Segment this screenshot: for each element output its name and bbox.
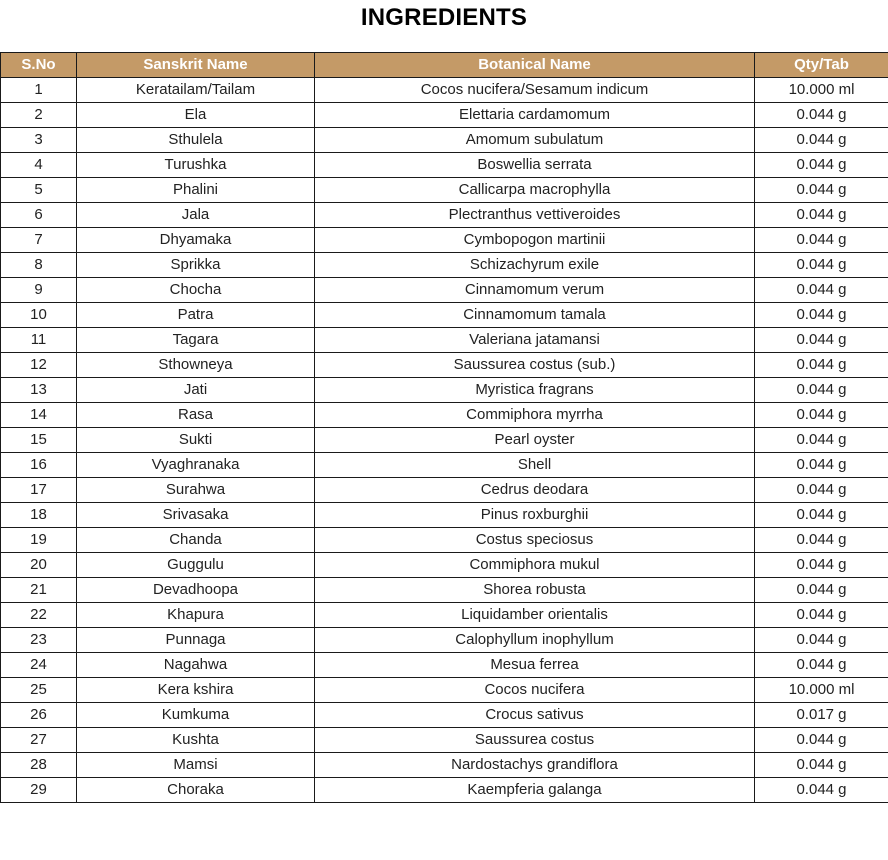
cell-botanical-name: Plectranthus vettiveroides bbox=[315, 203, 755, 228]
cell-sanskrit-name: Sukti bbox=[77, 428, 315, 453]
cell-qty: 0.044 g bbox=[755, 153, 888, 178]
cell-sno: 18 bbox=[1, 503, 77, 528]
cell-botanical-name: Cymbopogon martinii bbox=[315, 228, 755, 253]
cell-qty: 0.044 g bbox=[755, 753, 888, 778]
cell-sanskrit-name: Kushta bbox=[77, 728, 315, 753]
cell-sno: 2 bbox=[1, 103, 77, 128]
cell-sanskrit-name: Vyaghranaka bbox=[77, 453, 315, 478]
cell-botanical-name: Kaempferia galanga bbox=[315, 778, 755, 803]
header-sno: S.No bbox=[1, 53, 77, 78]
cell-sno: 17 bbox=[1, 478, 77, 503]
cell-botanical-name: Nardostachys grandiflora bbox=[315, 753, 755, 778]
cell-sno: 20 bbox=[1, 553, 77, 578]
table-row bbox=[1, 253, 888, 278]
cell-qty: 0.044 g bbox=[755, 103, 888, 128]
cell-botanical-name: Calophyllum inophyllum bbox=[315, 628, 755, 653]
cell-qty: 0.017 g bbox=[755, 703, 888, 728]
table-row bbox=[1, 678, 888, 703]
table-row bbox=[1, 103, 888, 128]
cell-qty: 0.044 g bbox=[755, 403, 888, 428]
table-row bbox=[1, 778, 888, 803]
cell-sanskrit-name: Choraka bbox=[77, 778, 315, 803]
cell-qty: 0.044 g bbox=[755, 253, 888, 278]
cell-sanskrit-name: Devadhoopa bbox=[77, 578, 315, 603]
table-row bbox=[1, 653, 888, 678]
cell-sanskrit-name: Chanda bbox=[77, 528, 315, 553]
cell-sno: 3 bbox=[1, 128, 77, 153]
cell-botanical-name: Boswellia serrata bbox=[315, 153, 755, 178]
cell-botanical-name: Commiphora mukul bbox=[315, 553, 755, 578]
cell-sanskrit-name: Ela bbox=[77, 103, 315, 128]
table-row bbox=[1, 178, 888, 203]
cell-sno: 26 bbox=[1, 703, 77, 728]
cell-botanical-name: Pinus roxburghii bbox=[315, 503, 755, 528]
table-header bbox=[1, 53, 888, 78]
cell-qty: 0.044 g bbox=[755, 228, 888, 253]
cell-sno: 13 bbox=[1, 378, 77, 403]
cell-botanical-name: Liquidamber orientalis bbox=[315, 603, 755, 628]
cell-sno: 5 bbox=[1, 178, 77, 203]
table-row bbox=[1, 78, 888, 103]
cell-sanskrit-name: Kumkuma bbox=[77, 703, 315, 728]
cell-sno: 15 bbox=[1, 428, 77, 453]
cell-sanskrit-name: Tagara bbox=[77, 328, 315, 353]
cell-botanical-name: Cedrus deodara bbox=[315, 478, 755, 503]
cell-sno: 8 bbox=[1, 253, 77, 278]
cell-botanical-name: Cinnamomum tamala bbox=[315, 303, 755, 328]
cell-sno: 29 bbox=[1, 778, 77, 803]
table-row bbox=[1, 553, 888, 578]
table-row bbox=[1, 303, 888, 328]
table-row bbox=[1, 328, 888, 353]
cell-sanskrit-name: Srivasaka bbox=[77, 503, 315, 528]
cell-botanical-name: Myristica fragrans bbox=[315, 378, 755, 403]
cell-sno: 19 bbox=[1, 528, 77, 553]
cell-sanskrit-name: Jati bbox=[77, 378, 315, 403]
cell-qty: 0.044 g bbox=[755, 728, 888, 753]
cell-botanical-name: Saussurea costus bbox=[315, 728, 755, 753]
cell-sno: 27 bbox=[1, 728, 77, 753]
cell-botanical-name: Costus speciosus bbox=[315, 528, 755, 553]
cell-sno: 24 bbox=[1, 653, 77, 678]
cell-sanskrit-name: Turushka bbox=[77, 153, 315, 178]
cell-botanical-name: Valeriana jatamansi bbox=[315, 328, 755, 353]
cell-sno: 11 bbox=[1, 328, 77, 353]
cell-botanical-name: Cocos nucifera/Sesamum indicum bbox=[315, 78, 755, 103]
header-sanskrit-name: Sanskrit Name bbox=[77, 53, 315, 78]
cell-botanical-name: Elettaria cardamomum bbox=[315, 103, 755, 128]
cell-qty: 0.044 g bbox=[755, 203, 888, 228]
cell-sno: 7 bbox=[1, 228, 77, 253]
cell-botanical-name: Cinnamomum verum bbox=[315, 278, 755, 303]
table-row bbox=[1, 453, 888, 478]
cell-qty: 0.044 g bbox=[755, 503, 888, 528]
cell-sanskrit-name: Sprikka bbox=[77, 253, 315, 278]
cell-sanskrit-name: Keratailam/Tailam bbox=[77, 78, 315, 103]
header-row bbox=[1, 53, 888, 78]
cell-sno: 16 bbox=[1, 453, 77, 478]
cell-qty: 0.044 g bbox=[755, 278, 888, 303]
table-row bbox=[1, 753, 888, 778]
table-row bbox=[1, 378, 888, 403]
cell-sno: 12 bbox=[1, 353, 77, 378]
ingredients-table bbox=[0, 52, 888, 803]
cell-botanical-name: Crocus sativus bbox=[315, 703, 755, 728]
cell-qty: 0.044 g bbox=[755, 453, 888, 478]
cell-botanical-name: Cocos nucifera bbox=[315, 678, 755, 703]
cell-botanical-name: Pearl oyster bbox=[315, 428, 755, 453]
cell-sanskrit-name: Sthowneya bbox=[77, 353, 315, 378]
cell-sno: 21 bbox=[1, 578, 77, 603]
cell-sanskrit-name: Surahwa bbox=[77, 478, 315, 503]
cell-botanical-name: Shorea robusta bbox=[315, 578, 755, 603]
cell-sanskrit-name: Nagahwa bbox=[77, 653, 315, 678]
cell-sno: 10 bbox=[1, 303, 77, 328]
cell-sanskrit-name: Jala bbox=[77, 203, 315, 228]
cell-sno: 1 bbox=[1, 78, 77, 103]
table-row bbox=[1, 728, 888, 753]
cell-qty: 10.000 ml bbox=[755, 678, 888, 703]
table-row bbox=[1, 153, 888, 178]
cell-qty: 0.044 g bbox=[755, 553, 888, 578]
cell-sno: 14 bbox=[1, 403, 77, 428]
table-row bbox=[1, 228, 888, 253]
cell-sno: 28 bbox=[1, 753, 77, 778]
cell-qty: 0.044 g bbox=[755, 378, 888, 403]
cell-sanskrit-name: Rasa bbox=[77, 403, 315, 428]
cell-sanskrit-name: Guggulu bbox=[77, 553, 315, 578]
cell-botanical-name: Shell bbox=[315, 453, 755, 478]
table-row bbox=[1, 203, 888, 228]
cell-qty: 0.044 g bbox=[755, 328, 888, 353]
cell-sanskrit-name: Punnaga bbox=[77, 628, 315, 653]
cell-qty: 0.044 g bbox=[755, 528, 888, 553]
cell-sno: 6 bbox=[1, 203, 77, 228]
cell-sanskrit-name: Mamsi bbox=[77, 753, 315, 778]
cell-qty: 0.044 g bbox=[755, 303, 888, 328]
table-row bbox=[1, 628, 888, 653]
cell-botanical-name: Amomum subulatum bbox=[315, 128, 755, 153]
header-qty-per-tab: Qty/Tab bbox=[755, 53, 888, 78]
cell-botanical-name: Commiphora myrrha bbox=[315, 403, 755, 428]
cell-botanical-name: Mesua ferrea bbox=[315, 653, 755, 678]
table-row bbox=[1, 528, 888, 553]
cell-sno: 23 bbox=[1, 628, 77, 653]
table-row bbox=[1, 703, 888, 728]
header-botanical-name: Botanical Name bbox=[315, 53, 755, 78]
table-row bbox=[1, 428, 888, 453]
cell-botanical-name: Callicarpa macrophylla bbox=[315, 178, 755, 203]
cell-qty: 0.044 g bbox=[755, 603, 888, 628]
cell-qty: 10.000 ml bbox=[755, 78, 888, 103]
cell-sno: 9 bbox=[1, 278, 77, 303]
cell-qty: 0.044 g bbox=[755, 578, 888, 603]
table-row bbox=[1, 578, 888, 603]
cell-qty: 0.044 g bbox=[755, 778, 888, 803]
cell-sno: 22 bbox=[1, 603, 77, 628]
cell-sanskrit-name: Kera kshira bbox=[77, 678, 315, 703]
page-title: INGREDIENTS bbox=[360, 4, 528, 31]
cell-sanskrit-name: Chocha bbox=[77, 278, 315, 303]
cell-qty: 0.044 g bbox=[755, 428, 888, 453]
cell-sanskrit-name: Dhyamaka bbox=[77, 228, 315, 253]
cell-qty: 0.044 g bbox=[755, 128, 888, 153]
cell-qty: 0.044 g bbox=[755, 628, 888, 653]
cell-sanskrit-name: Khapura bbox=[77, 603, 315, 628]
cell-qty: 0.044 g bbox=[755, 353, 888, 378]
cell-qty: 0.044 g bbox=[755, 478, 888, 503]
table-row bbox=[1, 403, 888, 428]
table-row bbox=[1, 478, 888, 503]
table-body bbox=[1, 78, 888, 803]
cell-qty: 0.044 g bbox=[755, 653, 888, 678]
cell-botanical-name: Schizachyrum exile bbox=[315, 253, 755, 278]
table-row bbox=[1, 603, 888, 628]
cell-sno: 4 bbox=[1, 153, 77, 178]
table-row bbox=[1, 278, 888, 303]
cell-qty: 0.044 g bbox=[755, 178, 888, 203]
table-row bbox=[1, 503, 888, 528]
table-row bbox=[1, 353, 888, 378]
table-row bbox=[1, 128, 888, 153]
cell-sanskrit-name: Phalini bbox=[77, 178, 315, 203]
cell-sanskrit-name: Patra bbox=[77, 303, 315, 328]
cell-sanskrit-name: Sthulela bbox=[77, 128, 315, 153]
cell-botanical-name: Saussurea costus (sub.) bbox=[315, 353, 755, 378]
cell-sno: 25 bbox=[1, 678, 77, 703]
